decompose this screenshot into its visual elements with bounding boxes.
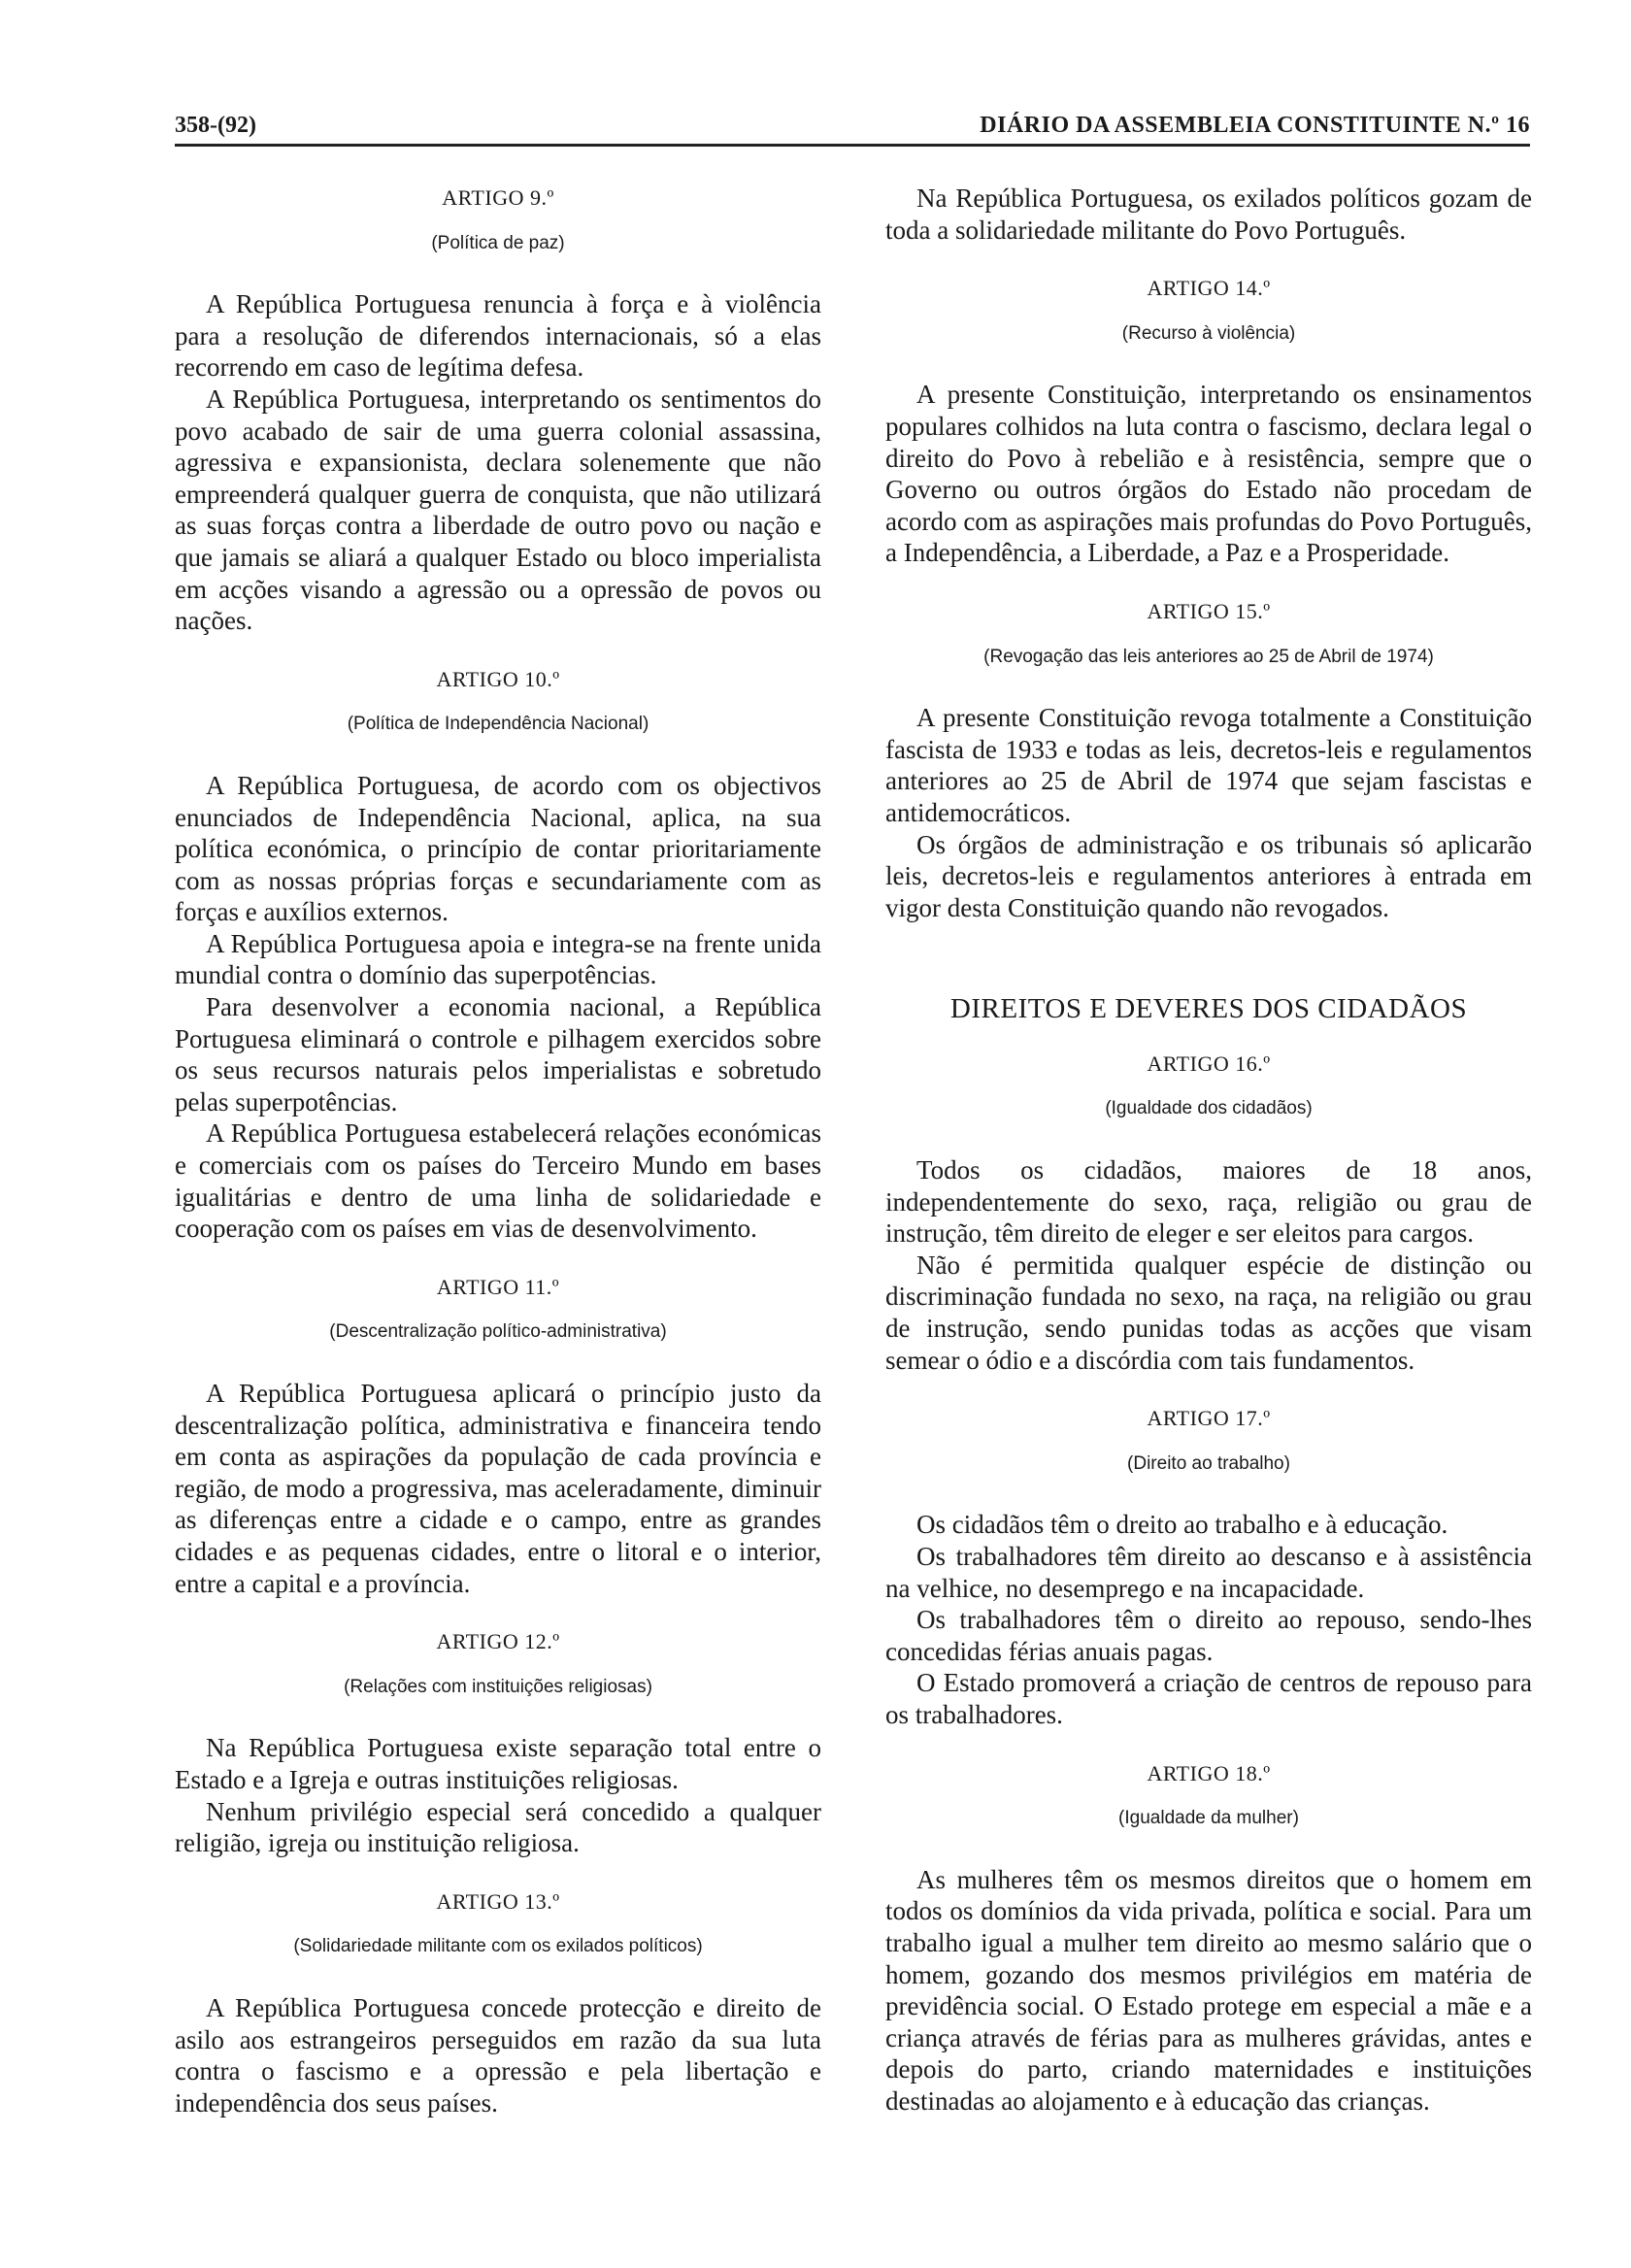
right-column bbox=[885, 183, 1532, 2145]
paragraph: A República Portuguesa, interpretando os sentimentos do povo acabado de sair de uma guerra colonial assassina, agressiva e expansionista, declara solenemente que não empreenderá qualquer guerra de conquista, que não utilizará as suas forças contra a liberdade de outro povo ou nação e que jamais se aliará a qualquer Estado ou bloco imperialista em acções visando a agressão ou a opressão de povos ou nações. bbox=[175, 384, 821, 636]
article bbox=[175, 1272, 821, 1626]
paragraph: Nenhum privilégio especial será concedido a qualquer religião, igreja ou instituição religiosa. bbox=[175, 1796, 821, 1858]
article bbox=[885, 1403, 1532, 1757]
paragraph: Os trabalhadores têm o direito ao repouso, sendo-lhes concedidas férias anuais pagas. bbox=[885, 1605, 1532, 1666]
page-number: 358-(92) bbox=[175, 113, 256, 138]
article-number: ARTIGO 12.º bbox=[436, 1629, 560, 1654]
article-number: ARTIGO 15.º bbox=[1147, 598, 1271, 623]
article bbox=[175, 1626, 821, 1886]
article-title: (Revogação das leis anteriores ao 25 de Abril de 1974) bbox=[983, 646, 1434, 667]
publication-title: DIÁRIO DA ASSEMBLEIA CONSTITUINTE N.º 16 bbox=[980, 113, 1530, 138]
article bbox=[175, 664, 821, 1272]
paragraph: A República Portuguesa, de acordo com os objectivos enunciados de Independência Nacional, aplica, na sua política económica, o princípio de contar prioritariamente com as nossas próprias forças e secundariamente com as forças e auxílios externos. bbox=[175, 770, 821, 927]
article-number: ARTIGO 13.º bbox=[436, 1888, 560, 1914]
article-title: (Descentralização político-administrativa) bbox=[329, 1321, 667, 1343]
section-heading: DIREITOS E DEVERES DOS CIDADÃOS bbox=[949, 993, 1468, 1025]
paragraph: A República Portuguesa concede protecção e direito de asilo aos estrangeiros perseguidos em razão da sua luta contra o fascismo e a opressão e pela libertação e independência dos seus países. bbox=[175, 1992, 821, 2118]
article-title: (Relações com instituições religiosas) bbox=[344, 1676, 652, 1697]
articles-16-18 bbox=[885, 1049, 1532, 2145]
article-title: (Recurso à violência) bbox=[1121, 322, 1296, 344]
paragraph: A República Portuguesa estabelecerá relações económicas e comerciais com os países do Terceiro Mundo em bases igualitárias e dentro de uma linha de solidariedade e cooperação com os países em vias de desenvolvimento. bbox=[175, 1118, 821, 1244]
paragraph: A presente Constituição revoga totalmente a Constituição fascista de 1933 e todas as leis, decretos-leis e regulamentos anteriores ao 25 de Abril de 1974 que sejam fascistas e antidemocráticos. bbox=[885, 703, 1532, 827]
article bbox=[885, 1049, 1532, 1403]
article bbox=[885, 596, 1532, 951]
article bbox=[885, 273, 1532, 596]
article-number: ARTIGO 14.º bbox=[1147, 276, 1271, 301]
paragraph: Na República Portuguesa, os exilados políticos gozam de toda a solidariedade militante do Povo Português. bbox=[885, 183, 1532, 245]
article-title: (Política de Independência Nacional) bbox=[347, 714, 649, 735]
article-title: (Solidariedade militante com os exilados políticos) bbox=[293, 1936, 703, 1957]
paragraph: A presente Constituição, interpretando os ensinamentos populares colhidos na luta contra o fascismo, declara legal o direito do Povo à rebelião e à resistência, sempre que o Governo ou outros órgãos do Estado não procedam de acordo com as aspirações mais profundas do Povo Português, a Independência, a Liberdade, a Paz e a Prosperidade. bbox=[885, 380, 1532, 568]
articles-14-15 bbox=[885, 273, 1532, 951]
article bbox=[175, 183, 821, 664]
paragraph: Os trabalhadores têm direito ao descanso e à assistência na velhice, no desemprego e na incapacidade. bbox=[885, 1542, 1532, 1603]
article-number: ARTIGO 18.º bbox=[1147, 1760, 1271, 1785]
paragraph: A República Portuguesa aplicará o princípio justo da descentralização política, administrativa e financeira tendo em conta as aspirações da população de cada província e região, de modo a progressiva, mas aceleradamente, diminuir as diferenças entre a cidade e o campo, entre as grandes cidades e as pequenas cidades, entre o litoral e o interior, entre a capital e a província. bbox=[175, 1379, 821, 1598]
paragraph: Todos os cidadãos, maiores de 18 anos, independentemente do sexo, raça, religião ou grau de instrução, têm direito de eleger e ser eleitos para cargos. bbox=[885, 1155, 1532, 1249]
article bbox=[175, 1886, 821, 2147]
article-number: ARTIGO 17.º bbox=[1147, 1406, 1271, 1431]
paragraph: Os órgãos de administração e os tribunais só aplicarão leis, decretos-leis e regulamentos anteriores à entrada em vigor desta Constituição quando não revogados. bbox=[885, 829, 1532, 922]
paragraph: O Estado promoverá a criação de centros de repouso para os trabalhadores. bbox=[885, 1668, 1532, 1729]
paragraph: As mulheres têm os mesmos direitos que o homem em todos os domínios da vida privada, política e social. Para um trabalho igual a mulher tem direito ao mesmo salário que o homem, gozando dos mesmos privilégios em matéria de previdência social. O Estado protege em especial a mãe e a criança através de férias para as mulheres grávidas, antes e depois do parto, criando maternidades e instituições destinadas ao alojamento e à educação das crianças. bbox=[885, 1864, 1532, 2116]
paragraph: Não é permitida qualquer espécie de distinção ou discriminação fundada no sexo, na raça, na religião ou grau de instrução, sendo punidas todas as acções que visam semear o ódio e a discórdia com tais fundamentos. bbox=[885, 1250, 1532, 1375]
article-number: ARTIGO 10.º bbox=[436, 666, 560, 691]
paragraph: A República Portuguesa apoia e integra-se na frente unida mundial contra o domínio das superpotências. bbox=[175, 928, 821, 990]
article-number: ARTIGO 11.º bbox=[436, 1274, 560, 1299]
paragraph: A República Portuguesa renuncia à força e à violência para a resolução de diferendos internacionais, só a elas recorrendo em caso de legítima defesa. bbox=[175, 289, 821, 383]
article-number: ARTIGO 16.º bbox=[1147, 1051, 1271, 1076]
article-title: (Igualdade da mulher) bbox=[1118, 1808, 1299, 1829]
article-title: (Igualdade dos cidadãos) bbox=[1105, 1098, 1313, 1119]
paragraph: Os cidadãos têm o dreito ao trabalho e à educação. bbox=[916, 1510, 1448, 1540]
article bbox=[885, 1758, 1532, 2145]
paragraph: Na República Portuguesa existe separação total entre o Estado e a Igreja e outras instituições religiosas. bbox=[175, 1733, 821, 1794]
left-column bbox=[175, 183, 821, 2146]
page-header bbox=[175, 109, 1530, 147]
paragraph: Para desenvolver a economia nacional, a República Portuguesa eliminará o controle e pilhagem exercidos sobre os seus recursos naturais pelos imperialistas e sobretudo pelas superpotências. bbox=[175, 992, 821, 1117]
article-number: ARTIGO 9.º bbox=[442, 185, 554, 210]
article-title: (Direito ao trabalho) bbox=[1127, 1452, 1290, 1474]
article-title: (Política de paz) bbox=[431, 232, 565, 253]
